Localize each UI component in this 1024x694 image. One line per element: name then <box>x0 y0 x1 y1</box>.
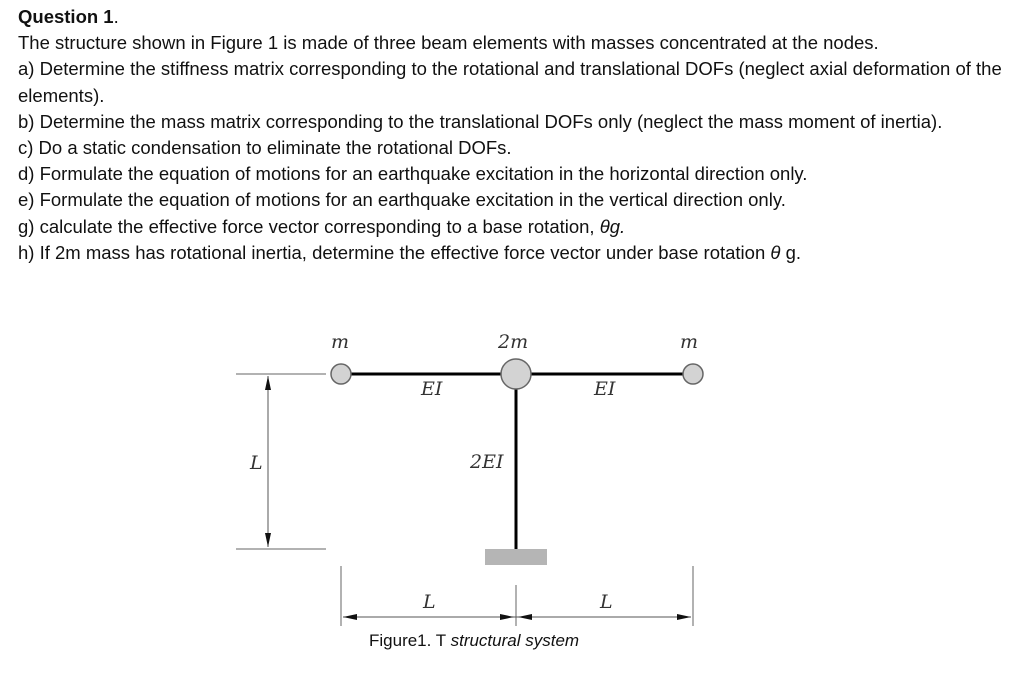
mass-left-label: m <box>331 331 350 353</box>
part-e: e) Formulate the equation of motions for an earthquake excitation in the vertical direction only. <box>18 189 786 211</box>
part-b: b) Determine the mass matrix corresponding to the translational DOFs only (neglect the mass moment of inertia). <box>18 110 943 132</box>
question-title-dot: . <box>113 6 119 27</box>
part-h: h) If 2m mass has rotational inertia, determine the effective force vector under base rotation θ g. <box>18 241 802 263</box>
fixed-support <box>485 549 547 565</box>
question-intro: The structure shown in Figure 1 is made of three beam elements with masses concentrated at the nodes. <box>18 32 879 54</box>
height-label: L <box>250 452 263 474</box>
part-d: d) Formulate the equation of motions for an earthquake excitation in the horizontal direction only. <box>18 163 808 185</box>
figure-caption: Figure1. T structural system <box>369 631 580 650</box>
question-title: Question 1 <box>18 6 114 27</box>
span-left-label: L <box>423 591 436 613</box>
span-arrow-center-left <box>500 614 514 620</box>
base-rotation-symbol: θg. <box>599 215 626 237</box>
mass-right-node <box>683 364 703 384</box>
mass-center-node <box>501 359 531 389</box>
part-a: a) Determine the stiffness matrix corresponding to the rotational and translational DOFs (neglect axial deformation of the elements). <box>18 58 1002 106</box>
right-beam-label: EI <box>594 378 616 400</box>
part-g: g) calculate the effective force vector corresponding to a base rotation, θg. <box>18 215 626 237</box>
left-beam-label: EI <box>421 378 443 400</box>
span-right-label: L <box>600 591 613 613</box>
theta-symbol: θ <box>770 241 781 263</box>
span-arrow-right <box>677 614 691 620</box>
mass-left-node <box>331 364 351 384</box>
part-c: c) Do a static condensation to eliminate the rotational DOFs. <box>18 137 512 159</box>
span-arrow-center-right <box>518 614 532 620</box>
height-arrow-bottom <box>265 533 271 547</box>
column-label: 2EI <box>470 451 504 473</box>
height-arrow-top <box>265 376 271 390</box>
mass-center-label: 2m <box>498 331 529 353</box>
span-arrow-left <box>343 614 357 620</box>
mass-right-label: m <box>680 331 699 353</box>
